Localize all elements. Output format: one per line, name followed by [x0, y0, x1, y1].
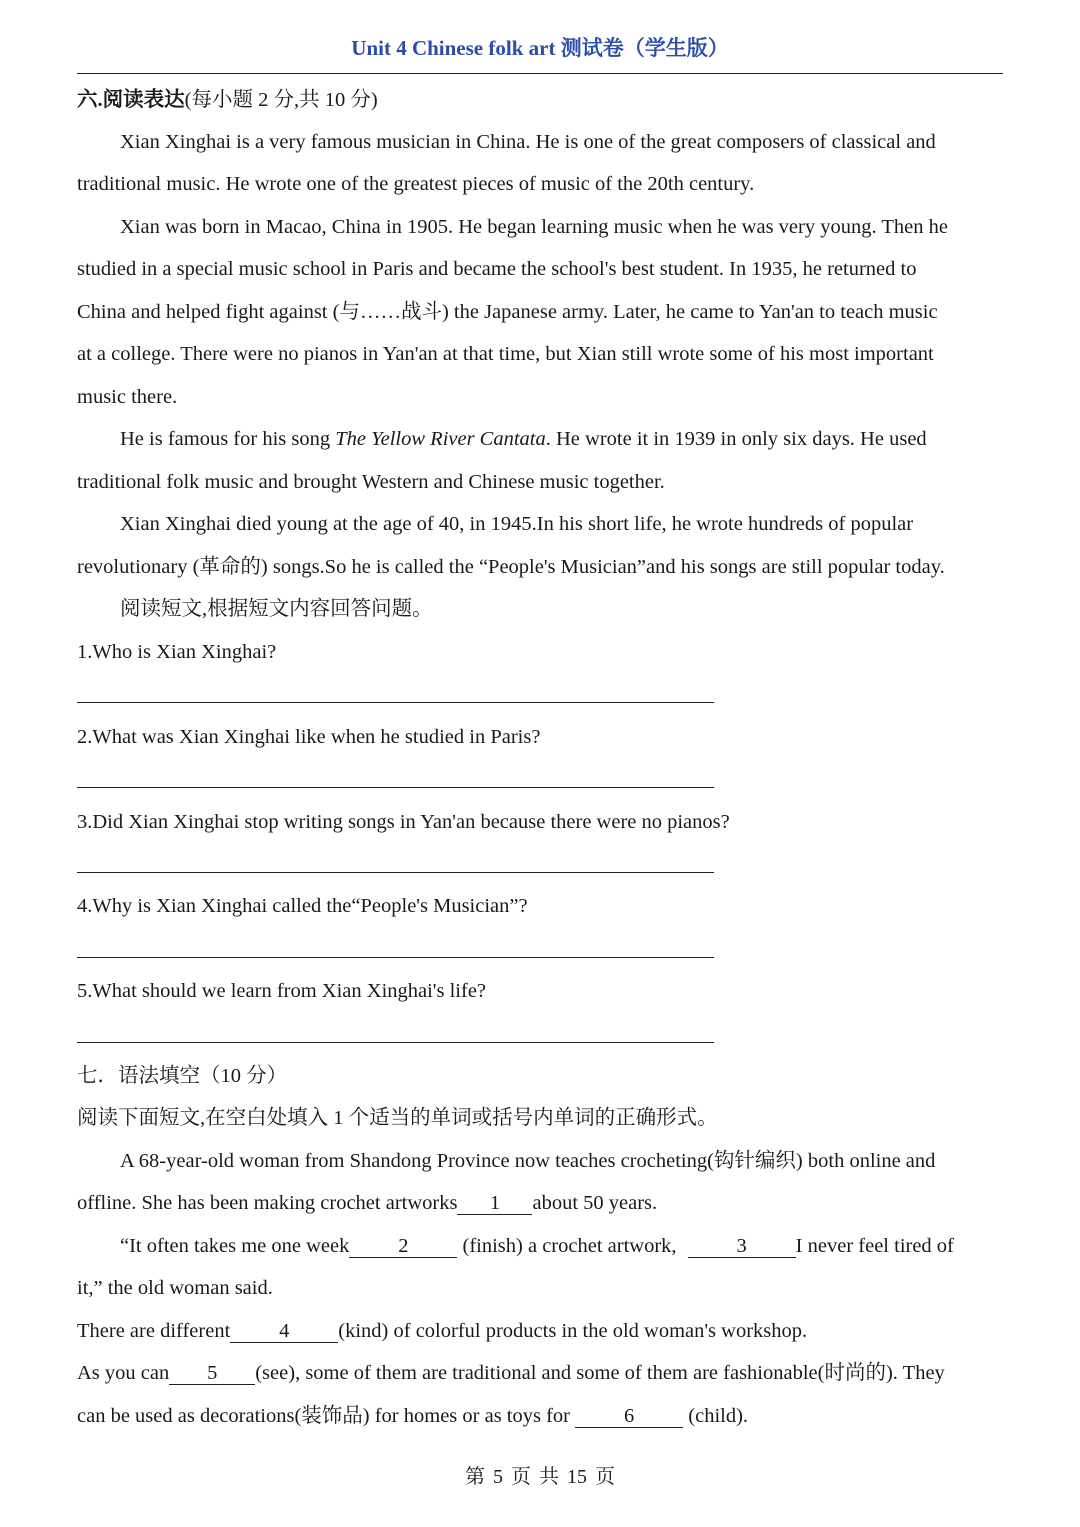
page-footer — [0, 1460, 1080, 1489]
answer-line-5[interactable] — [77, 1042, 714, 1043]
question-1: 1.Who is Xian Xinghai? — [77, 641, 277, 663]
passage-line — [77, 1189, 1007, 1217]
passage-text: . He wrote it in 1939 in only six days. He used — [545, 428, 927, 450]
passage-text: He is famous for his song — [120, 428, 336, 450]
blank-5[interactable]: 5 — [169, 1362, 255, 1385]
passage-line: Xian Xinghai is a very famous musician in China. He is one of the great composers of classical and — [120, 131, 936, 153]
footer-total-pages: 15 — [567, 1466, 587, 1488]
passage-text: I never feel tired of — [795, 1235, 954, 1257]
passage-line: China and helped fight against (与……战斗) the Japanese army. Later, he came to Yan'an to teach music — [77, 301, 938, 323]
footer-total-unit: 页 — [595, 1466, 615, 1488]
question-2: 2.What was Xian Xinghai like when he studied in Paris? — [77, 726, 541, 748]
question-5: 5.What should we learn from Xian Xinghai's life? — [77, 980, 487, 1002]
passage-text: can be used as decorations(装饰品) for homes or as toys for — [77, 1405, 576, 1427]
passage-text: (see), some of them are traditional and some of them are fashionable(时尚的). They — [255, 1362, 945, 1384]
passage-text: about 50 years. — [532, 1192, 658, 1214]
blank-1[interactable]: 1 — [457, 1192, 532, 1215]
passage-line: traditional folk music and brought Western and Chinese music together. — [77, 471, 665, 493]
passage-line: studied in a special music school in Paris and became the school's best student. In 1935, he returned to — [77, 258, 917, 280]
passage-line — [77, 1402, 1007, 1430]
passage-text: (kind) of colorful products in the old woman's workshop. — [338, 1320, 808, 1342]
section-heading-score: (每小题 2 分,共 10 分) — [184, 89, 378, 111]
question-3: 3.Did Xian Xinghai stop writing songs in Yan'an because there were no pianos? — [77, 811, 730, 833]
section-heading-bold: 六.阅读表达 — [77, 89, 185, 111]
song-title: The Yellow River Cantata — [335, 428, 546, 450]
blank-2[interactable]: 2 — [349, 1235, 457, 1258]
passage-line: it,” the old woman said. — [77, 1277, 273, 1299]
section-heading-grammar: 七．语法填空（10 分） — [77, 1065, 288, 1087]
passage-line: traditional music. He wrote one of the greatest pieces of music of the 20th century. — [77, 173, 755, 195]
answer-line-2[interactable] — [77, 787, 714, 788]
passage-line — [120, 1232, 1050, 1260]
passage-line: revolutionary (革命的) songs.So he is called the “People's Musician”and his songs are still popular today. — [77, 556, 945, 578]
passage-text: (child). — [683, 1405, 749, 1427]
task-instruction: 阅读短文,根据短文内容回答问题。 — [120, 598, 433, 620]
task-instruction: 阅读下面短文,在空白处填入 1 个适当的单词或括号内单词的正确形式。 — [77, 1107, 718, 1129]
answer-line-4[interactable] — [77, 957, 714, 958]
passage-line — [77, 1317, 1007, 1345]
passage-line: music there. — [77, 386, 178, 408]
footer-page-label: 第 — [465, 1466, 485, 1488]
passage-line: Xian was born in Macao, China in 1905. He began learning music when he was very young. Then he — [120, 216, 948, 238]
blank-3[interactable]: 3 — [688, 1235, 796, 1258]
passage-line — [120, 425, 1050, 453]
passage-line — [77, 1359, 1007, 1387]
footer-page-number: 5 — [493, 1466, 503, 1488]
passage-line: at a college. There were no pianos in Yan'an at that time, but Xian still wrote some of his most important — [77, 343, 934, 365]
passage-text: As you can — [77, 1362, 170, 1384]
passage-text: offline. She has been making crochet artworks — [77, 1192, 458, 1214]
header-divider — [77, 73, 1003, 74]
passage-line: A 68-year-old woman from Shandong Province now teaches crocheting(钩针编织) both online and — [120, 1150, 936, 1172]
section-heading-reading — [77, 86, 1007, 114]
footer-total-label: 共 — [539, 1466, 559, 1488]
footer-page-unit: 页 — [511, 1466, 531, 1488]
passage-line: Xian Xinghai died young at the age of 40, in 1945.In his short life, he wrote hundreds of popular — [120, 513, 914, 535]
passage-text: There are different — [77, 1320, 231, 1342]
answer-line-1[interactable] — [77, 702, 714, 703]
passage-text: (finish) a crochet artwork, — [457, 1235, 682, 1257]
question-4: 4.Why is Xian Xinghai called the“People's Musician”? — [77, 895, 528, 917]
page-header: Unit 4 Chinese folk art 测试卷（学生版） — [351, 36, 729, 60]
passage-text: “It often takes me one week — [120, 1235, 350, 1257]
blank-6[interactable]: 6 — [575, 1405, 683, 1428]
answer-line-3[interactable] — [77, 872, 714, 873]
blank-4[interactable]: 4 — [230, 1320, 338, 1343]
